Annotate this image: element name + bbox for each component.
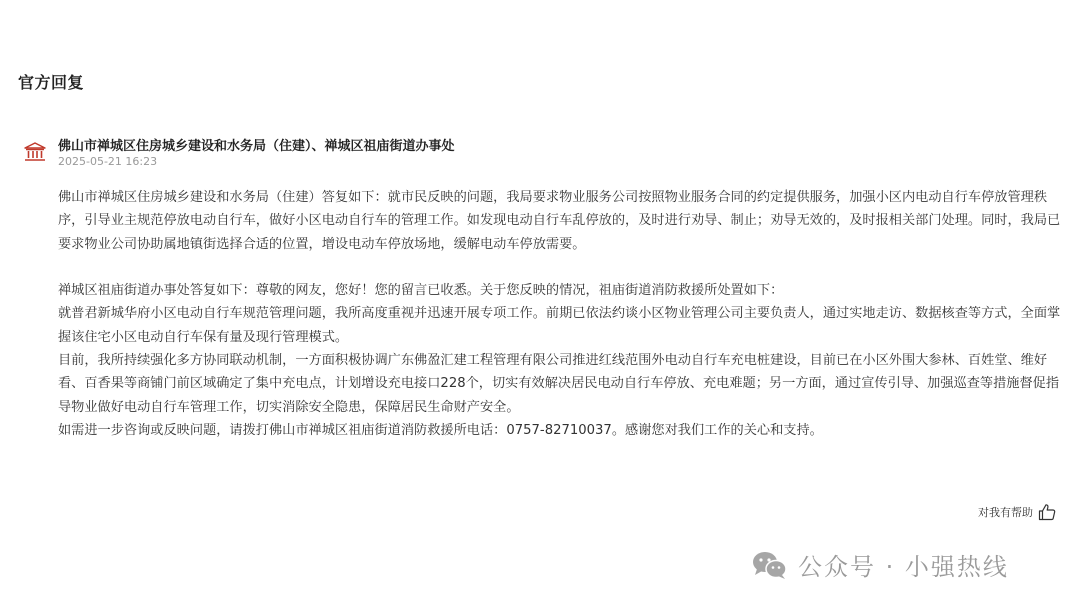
reply-paragraph: 目前，我所持续强化多方协同联动机制，一方面积极协调广东佛盈汇建工程管理有限公司推进红线范围外电动自行车充电桩建设，目前已在小区外围大参林、百姓堂、维好看、百香果等商铺门前区域确定了集中充电点，计划增设充电接口228个，切实有效解决居民电动自行车停放、充电难题；另一方面，通过宣传引导、加强巡查等措施督促指导物业做好电动自行车管理工作，切实消除安全隐患，保障居民生命财产安全。 — [58, 353, 1060, 415]
section-title: 官方回复 — [18, 73, 85, 92]
government-building-icon — [24, 142, 46, 162]
watermark-text: 公众号 · 小强热线 — [798, 553, 1009, 581]
reply-body — [58, 186, 1064, 442]
reply-paragraph: 禅城区祖庙街道办事处答复如下：尊敬的网友，您好！您的留言已收悉。关于您反映的情况，祖庙街道消防救援所处置如下： — [58, 283, 784, 299]
helpful-button[interactable] — [978, 503, 1056, 521]
thumbs-up-icon[interactable] — [1038, 503, 1056, 521]
helpful-label: 对我有帮助 — [978, 506, 1033, 519]
reply-paragraph: 就普君新城华府小区电动自行车规范管理问题，我所高度重视并迅速开展专项工作。前期已依法约谈小区物业管理公司主要负责人，通过实地走访、数据核查等方式，全面掌握该住宅小区电动自行车保有量及现行管理模式。 — [58, 306, 1061, 345]
reply-org-name: 佛山市禅城区住房城乡建设和水务局（住建）、禅城区祖庙街道办事处 — [58, 139, 455, 154]
reply-timestamp: 2025-05-21 16:23 — [58, 155, 158, 168]
reply-paragraph: 如需进一步咨询或反映问题，请拨打佛山市禅城区祖庙街道消防救援所电话：0757-82710037。感谢您对我们工作的关心和支持。 — [58, 422, 823, 438]
watermark — [752, 547, 1009, 582]
reply-paragraph: 佛山市禅城区住房城乡建设和水务局（住建）答复如下：就市民反映的问题，我局要求物业服务公司按照物业服务合同的约定提供服务，加强小区内电动自行车停放管理秩序，引导业主规范停放电动自行车，做好小区电动自行车的管理工作。如发现电动自行车乱停放的，及时进行劝导、制止；劝导无效的，及时报相关部门处理。同时，我局已要求物业公司协助属地镇街选择合适的位置，增设电动车停放场地，缓解电动车停放需要。 — [58, 190, 1061, 252]
wechat-icon — [752, 550, 788, 580]
